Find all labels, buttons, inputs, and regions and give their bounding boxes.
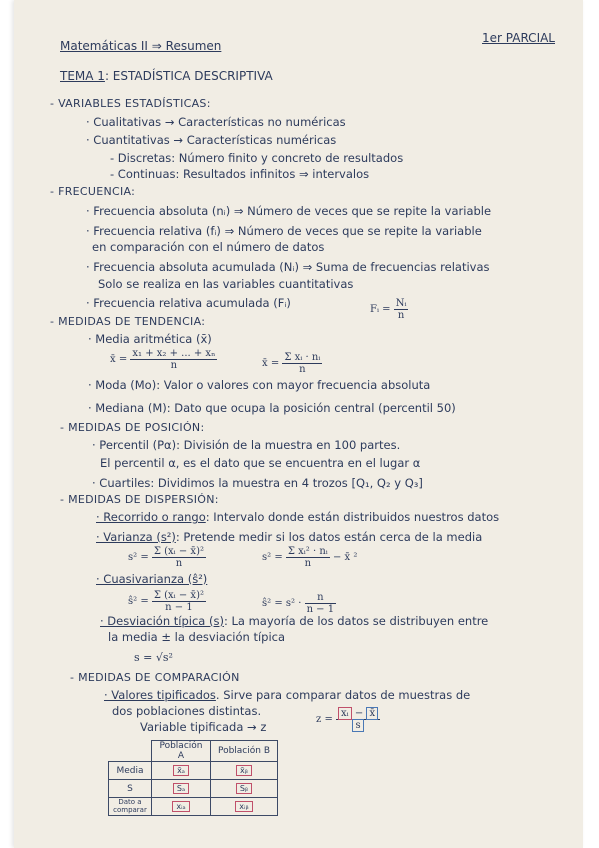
formula-varianza-2	[262, 546, 357, 569]
term-text: : La mayoría de los datos se distribuyen entre	[223, 614, 489, 628]
formula-media-2	[262, 352, 322, 375]
table-row-label: Media	[109, 762, 152, 780]
term-text: . Sirve para comparar datos de muestras de	[215, 688, 471, 702]
fraction-denominator: n − 1	[306, 604, 335, 615]
fraction-numerator: Σ (xᵢ − x̄)²	[153, 546, 204, 557]
table-header: Población B	[211, 741, 278, 762]
formula-rel-acum	[370, 298, 408, 321]
note-line: · Percentil (Pα): División de la muestra en 100 partes.	[92, 438, 401, 452]
fraction	[394, 298, 409, 321]
table-header: Población A	[152, 741, 211, 762]
term-label: · Desviación típica (s)	[100, 614, 224, 628]
note-line: dos poblaciones distintas.	[112, 704, 262, 718]
table-cell	[211, 780, 278, 798]
section-heading-tendencia: - MEDIDAS DE TENDENCIA:	[50, 315, 206, 328]
formula-media-1	[110, 348, 217, 371]
table-row	[109, 798, 278, 816]
fraction-denominator: n	[304, 558, 312, 569]
note-line: · Moda (Mo): Valor o valores con mayor frecuencia absoluta	[88, 378, 431, 392]
note-line: · Frecuencia relativa (fᵢ) ⇒ Número de veces que se repite la variable	[86, 224, 482, 238]
table-corner	[109, 741, 152, 762]
cell-value: xᵢₐ	[172, 801, 189, 812]
table-row-label: Dato a comparar	[109, 798, 152, 816]
note-line: Solo se realiza en las variables cuantitativas	[98, 277, 354, 291]
term-text: : Intervalo donde están distribuidos nuestros datos	[205, 510, 500, 524]
subject-title: Matemáticas II ⇒ Resumen	[60, 39, 222, 53]
cell-value: Sᵦ	[236, 783, 252, 794]
note-line: - Continuas: Resultados infinitos ⇒ intervalos	[110, 167, 370, 181]
formula-varianza-1	[128, 546, 206, 569]
fraction-denominator: n − 1	[165, 602, 193, 613]
fraction-numerator: Σ xᵢ · nᵢ	[284, 352, 321, 363]
table-header-row	[109, 741, 278, 762]
formula-desviacion: s = √s²	[134, 651, 173, 664]
formula-lhs: Fᵢ =	[370, 304, 391, 315]
fraction-denominator: n	[299, 364, 306, 375]
note-line	[104, 690, 470, 702]
table-cell	[152, 798, 211, 816]
exam-label: 1er PARCIAL	[482, 31, 555, 45]
term-label: · Recorrido o rango	[96, 510, 206, 524]
term-label: · Varianza (s²)	[96, 530, 176, 544]
topic-number: TEMA 1	[60, 69, 105, 83]
comparison-table	[108, 740, 278, 816]
note-line: · Cuartiles: Dividimos la muestra en 4 trozos [Q₁, Q₂ y Q₃]	[92, 476, 423, 490]
section-heading-comparacion: - MEDIDAS DE COMPARACIÓN	[70, 671, 240, 684]
term-text: : Pretende medir si los datos están cerca de la media	[175, 530, 483, 544]
formula-lhs: s² =	[262, 552, 283, 563]
boxed-term: xᵢ	[338, 707, 352, 720]
fraction	[336, 708, 380, 731]
cell-value: x̄ᵦ	[236, 765, 252, 776]
fraction-denominator: n	[397, 310, 405, 321]
cell-value: xᵢᵦ	[235, 801, 252, 812]
formula-operator: −	[354, 708, 364, 719]
fraction-numerator: Σ (xᵢ − x̄)²	[153, 590, 204, 601]
formula-lhs: ŝ² =	[128, 596, 149, 607]
note-line	[96, 512, 499, 524]
fraction	[282, 352, 322, 375]
table-cell	[211, 762, 278, 780]
fraction-numerator: x₁ + x₂ + ... + xₙ	[132, 348, 216, 359]
note-line: la media ± la desviación típica	[108, 630, 286, 644]
fraction-denominator	[336, 720, 380, 731]
table-cell	[152, 762, 211, 780]
fraction-denominator: n	[175, 558, 183, 569]
formula-lhs: x̄ =	[110, 354, 128, 365]
formula-tail: − x̄ ²	[332, 552, 358, 563]
formula-lhs: s² =	[128, 552, 149, 563]
formula-cuasi-2	[262, 592, 336, 615]
term-label: · Cuasivarianza (ŝ²)	[96, 572, 208, 586]
table-cell	[211, 798, 278, 816]
fraction-numerator: Nᵢ	[395, 298, 407, 309]
note-line: · Media aritmética (x̄)	[88, 332, 212, 346]
boxed-term: s	[352, 719, 363, 732]
fraction	[152, 546, 206, 569]
fraction	[286, 546, 330, 569]
table-row	[109, 780, 278, 798]
fraction-numerator: n	[305, 592, 337, 604]
note-line: · Cualitativas → Características no numéricas	[86, 115, 346, 129]
section-heading-dispersion: - MEDIDAS DE DISPERSIÓN:	[60, 493, 219, 506]
note-line: - Discretas: Número finito y concreto de resultados	[110, 151, 404, 165]
table-row-label: S	[109, 780, 152, 798]
note-line: Variable tipificada → z	[140, 720, 267, 734]
note-line: · Frecuencia absoluta acumulada (Nᵢ) ⇒ Suma de frecuencias relativas	[86, 260, 490, 274]
formula-cuasi-1	[128, 590, 206, 613]
fraction-numerator: Σ xᵢ² · nᵢ	[287, 546, 328, 557]
fraction	[152, 590, 206, 613]
section-heading-variables: - VARIABLES ESTADÍSTICAS:	[50, 97, 211, 110]
section-heading-frecuencia: - FRECUENCIA:	[50, 185, 136, 198]
formula-lhs: ŝ² = s² ·	[262, 598, 302, 609]
formula-lhs: x̄ =	[262, 358, 280, 369]
boxed-term: x̄	[366, 707, 378, 720]
note-line	[100, 616, 488, 628]
note-line: El percentil α, es el dato que se encuentra en el lugar α	[100, 456, 421, 470]
topic-name: : ESTADÍSTICA DESCRIPTIVA	[104, 69, 273, 83]
formula-lhs: z =	[316, 714, 333, 725]
term-label: · Valores tipificados	[104, 688, 216, 702]
note-line	[96, 532, 482, 544]
table-cell	[152, 780, 211, 798]
note-line: · Frecuencia absoluta (nᵢ) ⇒ Número de veces que se repite la variable	[86, 204, 492, 218]
cell-value: Sₐ	[173, 783, 189, 794]
note-line: en comparación con el número de datos	[92, 240, 325, 254]
fraction-denominator: n	[170, 360, 178, 371]
note-line: · Cuantitativas → Características numéricas	[86, 133, 337, 147]
note-line: · Mediana (M): Dato que ocupa la posición central (percentil 50)	[88, 401, 456, 415]
note-line	[96, 574, 207, 586]
fraction	[130, 348, 217, 371]
fraction	[305, 592, 337, 615]
section-heading-posicion: - MEDIDAS DE POSICIÓN:	[60, 421, 205, 434]
note-line: · Frecuencia relativa acumulada (Fᵢ)	[86, 296, 291, 310]
topic-title	[60, 70, 273, 82]
table-row	[109, 762, 278, 780]
cell-value: x̄ₐ	[173, 765, 189, 776]
formula-tipificado	[316, 708, 380, 731]
